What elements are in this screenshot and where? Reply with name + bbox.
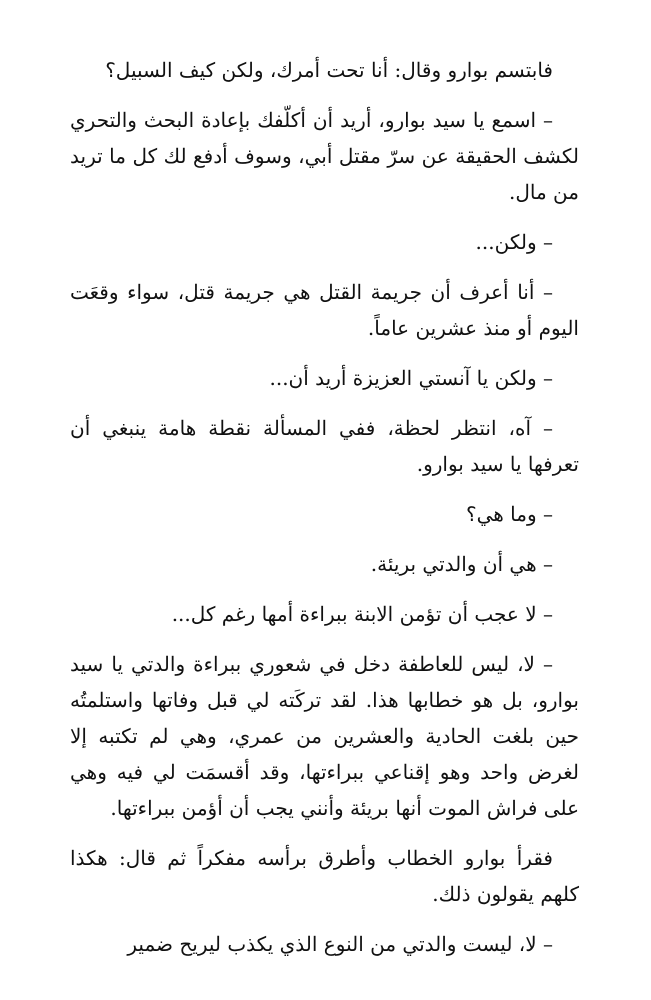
paragraph-8: – هي أن والدتي بريئة. xyxy=(370,552,553,576)
paragraph-6: – آه، انتظر لحظة، ففي المسألة نقطة هامة ينبغي أن تعرفها يا سيد بوارو. xyxy=(70,416,579,476)
paragraph-9: – لا عجب أن تؤمن الابنة ببراءة أمها رغم كل... xyxy=(171,602,553,626)
paragraph-4: – أنا أعرف أن جريمة القتل هي جريمة قتل، سواء وقعَت اليوم أو منذ عشرين عاماً. xyxy=(70,280,579,340)
paragraph-12: – لا، ليست والدتي من النوع الذي يكذب ليريح ضمير xyxy=(127,932,553,956)
paragraph-1: فابتسم بوارو وقال: أنا تحت أمرك، ولكن كيف السبيل؟ xyxy=(105,58,553,82)
paragraph-5: – ولكن يا آنستي العزيزة أريد أن... xyxy=(269,366,553,390)
paragraph-10: – لا، ليس للعاطفة دخل في شعوري ببراءة والدتي يا سيد بوارو، بل هو خطابها هذا. لقد تركَته لي قبل وفاتها واستلمتُه حين بلغت الحادية والعشرين من عمري، وهي لم تكتبه إلا لغرض واحد وهو إقناعي ببراءتها، وقد أقسمَت لي فيه وهي على فراش الموت أنها بريئة وأنني يجب أن أؤمن ببراءتها. xyxy=(70,652,579,820)
paragraph-11: فقرأ بوارو الخطاب وأطرق برأسه مفكراً ثم قال: هكذا كلهم يقولون ذلك. xyxy=(70,846,579,906)
paragraph-7: – وما هي؟ xyxy=(465,502,553,526)
paragraph-3: – ولكن... xyxy=(475,230,553,254)
paragraph-2: – اسمع يا سيد بوارو، أريد أن أكلّفك بإعادة البحث والتحري لكشف الحقيقة عن سرّ مقتل أبي، وسوف أدفع لك كل ما تريد من مال. xyxy=(70,108,579,204)
